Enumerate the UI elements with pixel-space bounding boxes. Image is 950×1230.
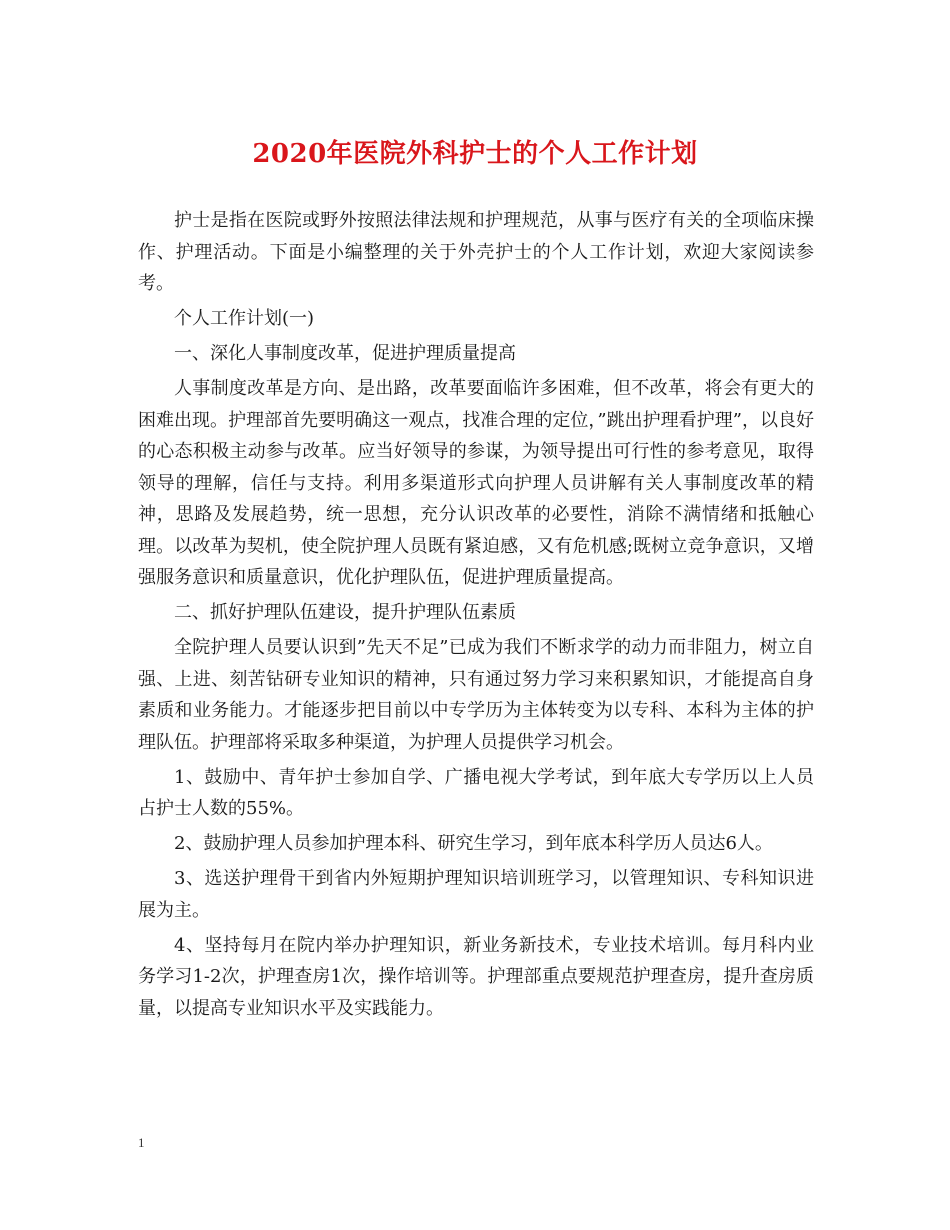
section-heading-plan-one: 个人工作计划(一) [174, 308, 315, 329]
section-heading-team: 二、抓好护理队伍建设，提升护理队伍素质 [174, 602, 516, 623]
list-item-2: 2、鼓励护理人员参加护理本科、研究生学习，到年底本科学历人员达6人。 [174, 833, 773, 854]
body-paragraph-team: 全院护理人员要认识到”先天不足”已成为我们不断求学的动力而非阻力，树立自强、上进、刻苦钻研专业知识的精神，只有通过努力学习来积累知识，才能提高自身素质和业务能力。才能逐步把目前以中专学历为主体转变为以专科、本科为主体的护理队伍。护理部将采取多种渠道，为护理人员提供学习机会。 [138, 637, 814, 753]
list-item-1: 1、鼓励中、青年护士参加自学、广播电视大学考试，到年底大专学历以上人员占护士人数的55%。 [138, 766, 814, 819]
section-heading-reform: 一、深化人事制度改革，促进护理质量提高 [174, 343, 516, 364]
body-paragraph-reform: 人事制度改革是方向、是出路，改革要面临许多困难，但不改革，将会有更大的困难出现。护理部首先要明确这一观点，找准合理的定位，”跳出护理看护理”，以良好的心态积极主动参与改革。应当好领导的参谋，为领导提出可行性的参考意见，取得领导的理解，信任与支持。利用多渠道形式向护理人员讲解有关人事制度改革的精神，思路及发展趋势，统一思想，充分认识改革的必要性，消除不满情绪和抵触心理。以改革为契机，使全院护理人员既有紧迫感，又有危机感;既树立竞争意识，又增强服务意识和质量意识，优化护理队伍，促进护理质量提高。 [138, 378, 814, 588]
list-item-3: 3、选送护理骨干到省内外短期护理知识培训班学习，以管理知识、专科知识进展为主。 [138, 868, 814, 921]
page-number: 1 [138, 1135, 145, 1150]
intro-paragraph: 护士是指在医院或野外按照法律法规和护理规范，从事与医疗有关的全项临床操作、护理活动。下面是小编整理的关于外壳护士的个人工作计划，欢迎大家阅读参考。 [138, 210, 814, 294]
document-body [138, 205, 814, 1028]
list-item-4: 4、坚持每月在院内举办护理知识，新业务新技术，专业技术培训。每月科内业务学习1-2次，护理查房1次，操作培训等。护理部重点要规范护理查房，提升查房质量，以提高专业知识水平及实践能力。 [138, 934, 814, 1019]
document-title: 2020年医院外科护士的个人工作计划 [252, 139, 698, 169]
